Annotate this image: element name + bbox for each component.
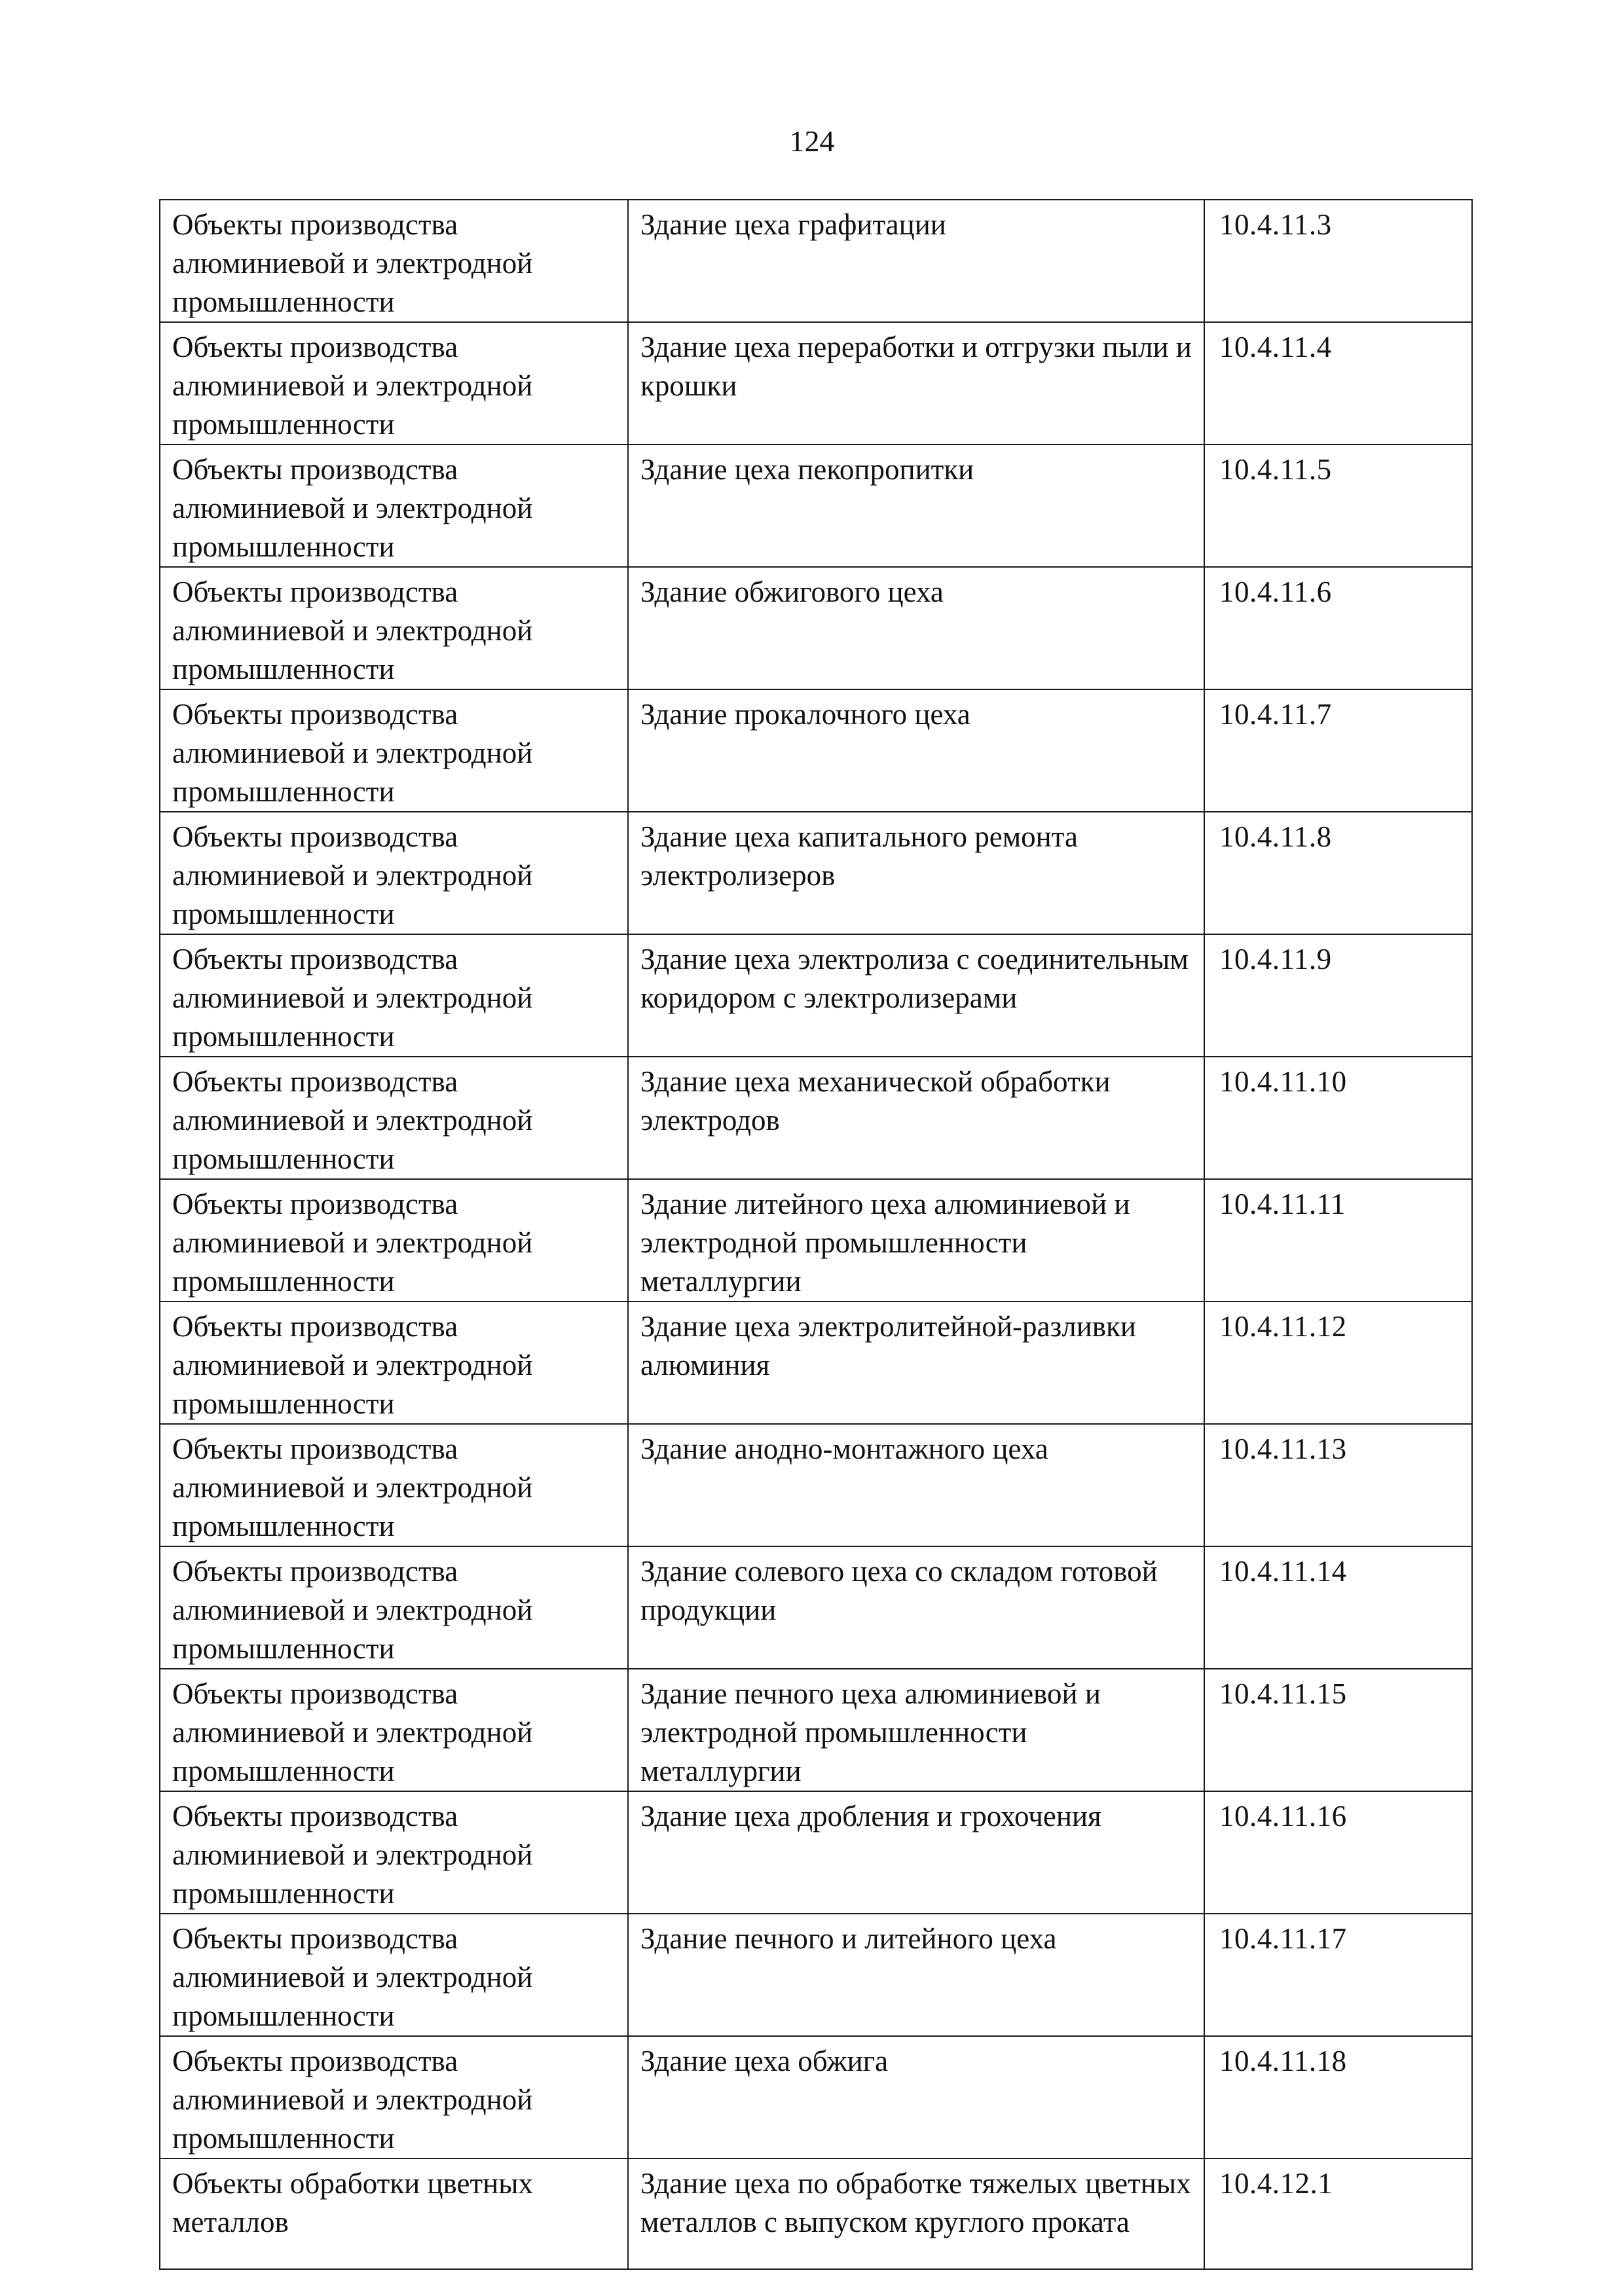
- building-name-cell: Здание солевого цеха со складом готовой продукции: [628, 1546, 1204, 1669]
- building-name-cell: Здание анодно-монтажного цеха: [628, 1424, 1204, 1546]
- table-row: [160, 1669, 1472, 1791]
- building-name-cell: Здание обжигового цеха: [628, 567, 1204, 689]
- category-cell: Объекты производства алюминиевой и электродной промышленности: [160, 1302, 628, 1424]
- building-name-cell: Здание прокалочного цеха: [628, 689, 1204, 812]
- category-cell: Объекты производства алюминиевой и электродной промышленности: [160, 1057, 628, 1179]
- category-cell: Объекты производства алюминиевой и электродной промышленности: [160, 689, 628, 812]
- table-row: [160, 200, 1472, 322]
- table-row: [160, 1791, 1472, 1914]
- building-name-cell: Здание печного и литейного цеха: [628, 1914, 1204, 2036]
- table-row: [160, 689, 1472, 812]
- code-cell: 10.4.11.5: [1204, 445, 1472, 567]
- table-row: [160, 812, 1472, 934]
- code-cell: 10.4.11.16: [1204, 1791, 1472, 1914]
- page-number: 124: [789, 124, 835, 158]
- building-name-cell: Здание цеха графитации: [628, 200, 1204, 322]
- code-cell: 10.4.12.1: [1204, 2159, 1472, 2269]
- table-row: [160, 1302, 1472, 1424]
- category-cell: Объекты производства алюминиевой и электродной промышленности: [160, 1546, 628, 1669]
- code-cell: 10.4.11.8: [1204, 812, 1472, 934]
- building-name-cell: Здание цеха электролитейной-разливки алюминия: [628, 1302, 1204, 1424]
- category-cell: Объекты производства алюминиевой и электродной промышленности: [160, 322, 628, 445]
- code-cell: 10.4.11.4: [1204, 322, 1472, 445]
- code-cell: 10.4.11.10: [1204, 1057, 1472, 1179]
- building-name-cell: Здание цеха капитального ремонта электролизеров: [628, 812, 1204, 934]
- category-cell: Объекты производства алюминиевой и электродной промышленности: [160, 934, 628, 1057]
- code-cell: 10.4.11.11: [1204, 1179, 1472, 1302]
- code-cell: 10.4.11.13: [1204, 1424, 1472, 1546]
- category-cell: Объекты производства алюминиевой и электродной промышленности: [160, 2036, 628, 2159]
- table-row: [160, 2159, 1472, 2269]
- building-name-cell: Здание цеха дробления и грохочения: [628, 1791, 1204, 1914]
- category-cell: Объекты производства алюминиевой и электродной промышленности: [160, 445, 628, 567]
- category-cell: Объекты производства алюминиевой и электродной промышленности: [160, 812, 628, 934]
- code-cell: 10.4.11.7: [1204, 689, 1472, 812]
- table-row: [160, 1179, 1472, 1302]
- code-cell: 10.4.11.9: [1204, 934, 1472, 1057]
- building-name-cell: Здание печного цеха алюминиевой и электродной промышленности металлургии: [628, 1669, 1204, 1791]
- code-cell: 10.4.11.15: [1204, 1669, 1472, 1791]
- code-cell: 10.4.11.17: [1204, 1914, 1472, 2036]
- building-name-cell: Здание цеха переработки и отгрузки пыли и крошки: [628, 322, 1204, 445]
- category-cell: Объекты производства алюминиевой и электродной промышленности: [160, 1179, 628, 1302]
- table-row: [160, 1914, 1472, 2036]
- code-cell: 10.4.11.6: [1204, 567, 1472, 689]
- table-row: [160, 1424, 1472, 1546]
- code-cell: 10.4.11.18: [1204, 2036, 1472, 2159]
- building-name-cell: Здание цеха обжига: [628, 2036, 1204, 2159]
- code-cell: 10.4.11.12: [1204, 1302, 1472, 1424]
- table-row: [160, 322, 1472, 445]
- table-row: [160, 2036, 1472, 2159]
- building-name-cell: Здание цеха механической обработки электродов: [628, 1057, 1204, 1179]
- category-cell: Объекты обработки цветных металлов: [160, 2159, 628, 2269]
- building-name-cell: Здание цеха электролиза с соединительным коридором с электролизерами: [628, 934, 1204, 1057]
- table-row: [160, 934, 1472, 1057]
- code-cell: 10.4.11.14: [1204, 1546, 1472, 1669]
- category-cell: Объекты производства алюминиевой и электродной промышленности: [160, 1669, 628, 1791]
- category-cell: Объекты производства алюминиевой и электродной промышленности: [160, 200, 628, 322]
- code-cell: 10.4.11.3: [1204, 200, 1472, 322]
- objects-table: [159, 199, 1473, 2270]
- table-row: [160, 1057, 1472, 1179]
- building-name-cell: Здание литейного цеха алюминиевой и электродной промышленности металлургии: [628, 1179, 1204, 1302]
- table-row: [160, 1546, 1472, 1669]
- category-cell: Объекты производства алюминиевой и электродной промышленности: [160, 1424, 628, 1546]
- building-name-cell: Здание цеха по обработке тяжелых цветных металлов с выпуском круглого проката: [628, 2159, 1204, 2269]
- category-cell: Объекты производства алюминиевой и электродной промышленности: [160, 567, 628, 689]
- category-cell: Объекты производства алюминиевой и электродной промышленности: [160, 1914, 628, 2036]
- table-row: [160, 445, 1472, 567]
- table-row: [160, 567, 1472, 689]
- category-cell: Объекты производства алюминиевой и электродной промышленности: [160, 1791, 628, 1914]
- building-name-cell: Здание цеха пекопропитки: [628, 445, 1204, 567]
